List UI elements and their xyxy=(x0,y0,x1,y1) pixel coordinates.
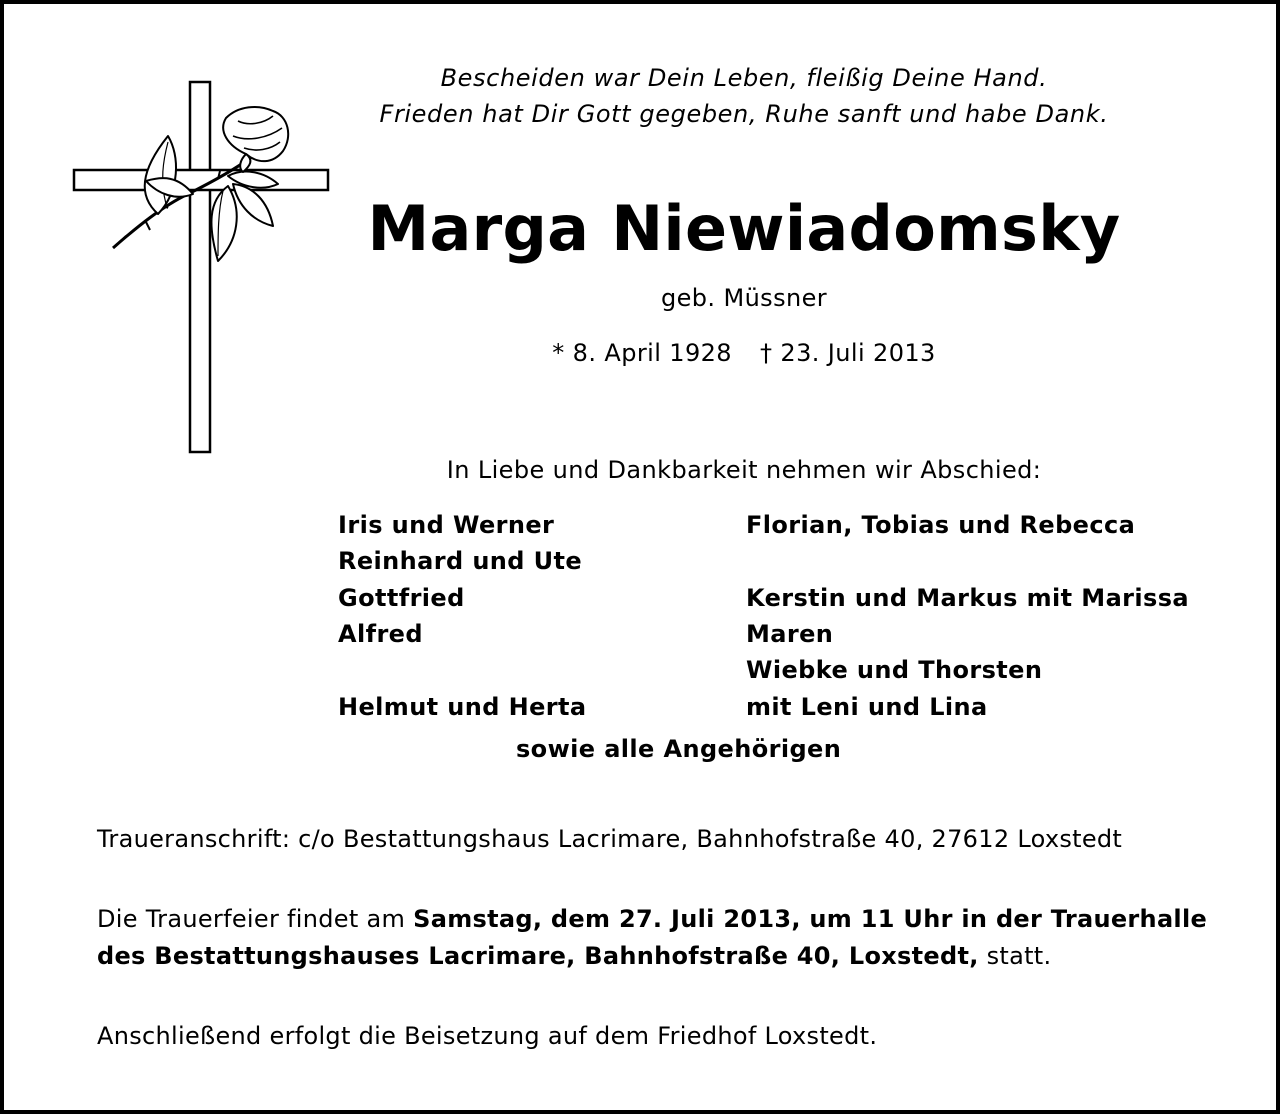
ceremony-date-time: Samstag, dem 27. Juli 2013, um 11 Uhr in der Trauerhalle xyxy=(413,905,1208,933)
mourner-entry: Helmut und Herta xyxy=(338,693,587,721)
maiden-name: geb. Müssner xyxy=(660,284,828,312)
mourner-entry: Wiebke und Thorsten xyxy=(746,656,1043,684)
ceremony-line-1 xyxy=(97,905,1207,933)
burial-info: Anschließend erfolgt die Beisetzung auf dem Friedhof Loxstedt. xyxy=(97,1022,878,1050)
ceremony-location: des Bestattungshauses Lacrimare, Bahnhofstraße 40, Loxstedt, xyxy=(97,942,979,970)
mourner-entry: Iris und Werner xyxy=(338,511,555,539)
life-dates xyxy=(304,339,1184,367)
ceremony-line-2 xyxy=(97,942,1051,970)
mourner-entry: Gottfried xyxy=(338,584,465,612)
mourning-address: Traueranschrift: c/o Bestattungshaus Lacrimare, Bahnhofstraße 40, 27612 Loxstedt xyxy=(97,825,1123,853)
mourner-entry: Alfred xyxy=(338,620,423,648)
death-date: † 23. Juli 2013 xyxy=(759,339,936,367)
deceased-name: Marga Niewiadomsky xyxy=(367,192,1121,265)
ceremony-end: statt. xyxy=(978,942,1052,970)
poem-line-1: Bescheiden war Dein Leben, fleißig Deine Hand. xyxy=(440,64,1048,92)
cross-with-rose-icon xyxy=(68,76,338,466)
ceremony-intro: Die Trauerfeier findet am xyxy=(97,905,414,933)
farewell-intro: In Liebe und Dankbarkeit nehmen wir Abschied: xyxy=(446,456,1042,484)
mourner-entry: Florian, Tobias und Rebecca xyxy=(746,511,1136,539)
mourner-entry: Reinhard und Ute xyxy=(338,547,583,575)
poem-line-2: Frieden hat Dir Gott gegeben, Ruhe sanft und habe Dank. xyxy=(379,100,1109,128)
birth-date: * 8. April 1928 xyxy=(552,339,732,367)
mourner-entry: Kerstin und Markus mit Marissa xyxy=(746,584,1189,612)
mourner-entry: mit Leni und Lina xyxy=(746,693,988,721)
mourner-entry: Maren xyxy=(746,620,834,648)
all-relatives-line: sowie alle Angehörigen xyxy=(516,735,842,763)
